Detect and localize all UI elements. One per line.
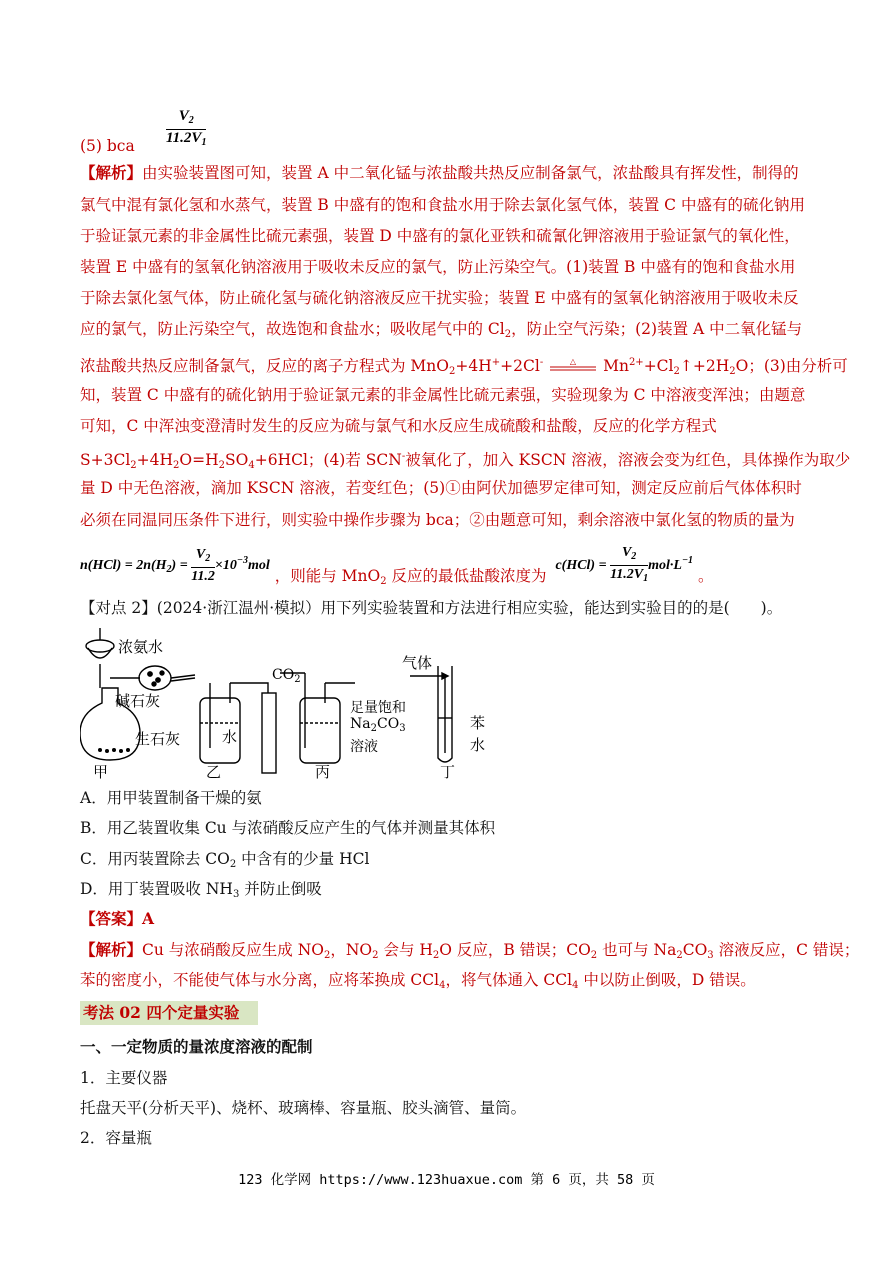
answer-2: 【答案】A [80, 909, 155, 928]
page-footer: 123 化学网 https://www.123huaxue.com 第 6 页，共 58 页 [238, 1172, 655, 1188]
analysis1-line-1: 【解析】由实验装置图可知，装置 A 中二氧化锰与浓盐酸共热反应制备氯气，浓盐酸具有挥发性，制得的 [80, 163, 799, 182]
section-heading-method-02: 考法 02 四个定量实验 [80, 1001, 258, 1025]
apparatus-yi [200, 683, 276, 773]
item-volumetric-flask: 2．容量瓶 [80, 1129, 152, 1147]
option-a: A．用甲装置制备干燥的氨 [80, 789, 262, 807]
item-main-instruments: 1．主要仪器 [80, 1069, 168, 1087]
analysis1-line-12: 必须在同温同压条件下进行，则实验中操作步骤为 bca；②由题意可知，剩余溶液中氯化氢的物质的量为 [80, 511, 795, 529]
option-c: C．用丙装置除去 $CO_2$ 中含有的少量 HCl [80, 850, 370, 870]
svg-text:△: △ [570, 357, 577, 366]
analysis1-line-9: 可知，C 中浑浊变澄清时发生的反应为硫与氯气和水反应生成硫酸和盐酸，反应的化学方程式 [80, 417, 717, 435]
equation-c-hcl: c(HCl) = $\frac{V_2}{11.2V_1}$ $mol\cdot L^{-1}$ [555, 545, 694, 584]
section-subheading-1: 一、一定物质的量浓度溶液的配制 [80, 1037, 313, 1056]
answer-5-line [80, 136, 135, 156]
analysis1-line-11: 量 D 中无色溶液，滴加 KSCN 溶液，若变红色；(5)①由阿伏加德罗定律可知，测定反应前后气体体积时 [80, 479, 802, 497]
analysis1-line-2: 氯气中混有氯化氢和水蒸气，装置 B 中盛有的饱和食盐水用于除去氯化氢气体，装置 C 中盛有的硫化钠用 [80, 196, 805, 214]
analysis1-line-3: 于验证氯元素的非金属性比硫元素强，装置 D 中盛有的氯化亚铁和硫氰化钾溶液用于验证氯气的氧化性， [80, 227, 800, 245]
analysis1-line-10: $S+3Cl_2+4H_2O=H_2SO_4+6HCl$；(4)若 SCN-被氧化了，加入 KSCN 溶液，溶液会变为红色，具体操作为取少 [80, 451, 851, 471]
analysis1-line-8: 知，装置 C 中盛有的硫化钠用于验证氯元素的非金属性比硫元素强，实验现象为 C 中溶液变浑浊；由题意 [80, 386, 806, 404]
option-d: D．用丁装置吸收 $NH_3$ 并防止倒吸 [80, 880, 322, 900]
answer-5-fraction: $\frac{V_2}{11.2V_1}$ [166, 108, 207, 148]
instruments-list: 托盘天平(分析天平)、烧杯、玻璃棒、容量瓶、胶头滴管、量筒。 [80, 1099, 527, 1117]
apparatus-bing [280, 673, 355, 763]
option-b: B．用乙装置收集 Cu 与浓硝酸反应产生的气体并测量其体积 [80, 819, 496, 837]
analysis1-equation-line: $n(HCl) = 2n(H_2)$ = $\frac{V_2}{11.2}$ $\times 10^{-3}mol$ ，则能与 MnO$_2$ 反应的最低盐酸浓度为 c(HCl) = $\frac{V_2}{11.2V_1}$ $mol\cdot L^{-1}$ 。 [80, 545, 714, 587]
analysis1-line-7: 浓盐酸共热反应制备氯气，反应的离子方程式为 MnO$_2$+4H++2Cl- △ $Mn^{2+}+Cl_2↑+2H_2O$；(3)由分析可 [80, 357, 848, 377]
analysis1-line-5: 于除去氯化氢气体，防止硫化氢与硫化钠溶液反应干扰实验；装置 E 中盛有的氢氧化钠溶液用于吸收未反 [80, 289, 799, 307]
heat-condition-arrow [548, 357, 598, 377]
apparatus-ding [410, 666, 452, 762]
analysis2-line-1: 【解析】Cu 与浓硝酸反应生成 $NO_2$，$NO_2$ 会与 $H_2O$ 反应，B 错误；$CO_2$ 也可与 $Na_2CO_3$ 溶液反应，C 错误； [80, 940, 860, 961]
answer-5-label: (5) bca [80, 137, 135, 155]
analysis1-line-6: 应的氯气，防止污染空气，故选饱和食盐水；吸收尾气中的 $Cl_2$，防止空气污染；(2)装置 A 中二氧化锰与 [80, 320, 803, 340]
question-2-text: 【对点 2】(2024·浙江温州·模拟）用下列实验装置和方法进行相应实验，能达到实验目的的是( )。 [80, 599, 783, 617]
equation-n-hcl: $n(HCl) = 2n(H_2)$ = $\frac{V_2}{11.2}$ $\times 10^{-3}mol$ [80, 547, 270, 584]
analysis1-line-4: 装置 E 中盛有的氢氧化钠溶液用于吸收未反应的氯气，防止污染空气。(1)装置 B 中盛有的饱和食盐水用 [80, 258, 796, 276]
analysis2-line-2: 苯的密度小，不能使气体与水分离，应将苯换成 CCl$_4$，将气体通入 CCl$_4$ 中以防止倒吸，D 错误。 [80, 971, 756, 991]
